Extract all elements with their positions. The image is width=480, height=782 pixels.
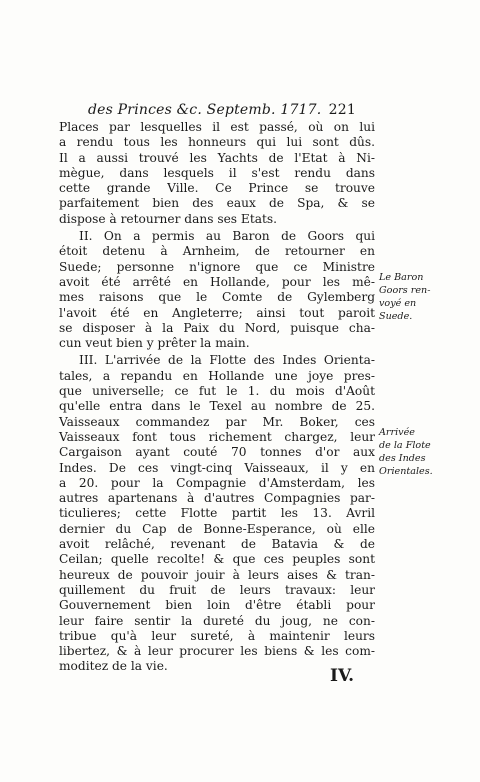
text-line: se disposer à la Paix du Nord, puisque cha- [59, 320, 375, 335]
catchword: IV. [330, 666, 355, 686]
text-line: qu'elle entra dans le Texel au nombre de 25. [59, 399, 375, 414]
text-line: heureux de pouvoir jouir à leurs aises & tran- [59, 567, 375, 582]
text-line: Suede; personne n'ignore que ce Ministre [59, 259, 375, 274]
text-line: dispose à retourner dans ses Etats. [59, 211, 278, 226]
text-line: cun veut bien y prêter la main. [59, 336, 250, 351]
text-line: Ceilan; quelle recolte! & que ces peuples sont [59, 552, 375, 567]
text-line: moditez de la vie. [59, 659, 168, 674]
text-line: avoit relâché, revenant de Batavia & de [59, 537, 375, 552]
text-line: libertez, & à leur procurer les biens & les com- [59, 644, 375, 659]
margin-note-line: Le Baron [379, 272, 424, 283]
margin-note-line: de la Flote [379, 440, 431, 451]
text-line: mes raisons que le Comte de Gylemberg [59, 290, 375, 305]
page-number: 221 [328, 102, 356, 118]
text-line: tales, a repandu en Hollande une joye pres- [59, 368, 375, 383]
margin-note-line: Orientales. [379, 466, 433, 477]
margin-note-baron [379, 271, 430, 323]
text-line: ticulieres; cette Flotte partit les 13. Avril [59, 506, 375, 521]
text-line: avoit été arrêté en Hollande, pour les mê- [59, 274, 375, 289]
text-line: III. L'arrivée de la Flotte des Indes Orienta- [79, 353, 375, 368]
paragraph-2 [59, 229, 375, 351]
paragraph-1 [59, 120, 375, 227]
text-line: Il a aussi trouvé les Yachts de l'Etat à Ni- [59, 150, 375, 165]
text-line: leur faire sentir la dureté du joug, ne con- [59, 613, 375, 628]
margin-note-line: voyé en [379, 298, 417, 309]
paragraph-3 [59, 353, 375, 674]
text-line: a 20. pour la Compagnie d'Amsterdam, les [59, 475, 375, 490]
text-line: parfaitement bien des eaux de Spa, & se [59, 196, 375, 211]
running-title: des Princes &c. Septemb. 1717. [88, 102, 322, 118]
text-line: autres apartenans à d'autres Compagnies par- [59, 491, 375, 506]
text-line: II. On a permis au Baron de Goors qui [79, 229, 375, 244]
margin-note-line: Suede. [379, 311, 413, 322]
margin-note-line: Arrivée [379, 427, 415, 438]
text-line: Vaisseaux commandez par Mr. Boker, ces [59, 414, 375, 429]
text-line: mègue, dans lesquels il s'est rendu dans [59, 165, 375, 180]
text-line: Indes. De ces vingt-cinq Vaisseaux, il y en [59, 460, 375, 475]
text-line: étoit detenu à Arnheim, de retourner en [59, 244, 375, 259]
body-text [59, 120, 375, 675]
text-line: Vaisseaux font tous richement chargez, leur [59, 429, 375, 444]
text-line: que universelle; ce fut le 1. du mois d'Août [59, 384, 375, 399]
text-line: a rendu tous les honneurs qui lui sont dûs. [59, 135, 375, 150]
text-line: tribue qu'à leur sureté, à maintenir leurs [59, 628, 375, 643]
text-line: Cargaison ayant couté 70 tonnes d'or aux [59, 445, 375, 460]
text-line: quillement du fruit de leurs travaux: leur [59, 582, 375, 597]
margin-note-line: des Indes [379, 453, 426, 464]
text-line: Gouvernement bien loin d'être établi pour [59, 598, 375, 613]
text-line: dernier du Cap de Bonne-Esperance, où elle [59, 521, 375, 536]
text-line: cette grande Ville. Ce Prince se trouve [59, 181, 375, 196]
margin-note-flotte [379, 426, 433, 478]
margin-note-line: Goors ren- [379, 285, 431, 296]
page-header [88, 102, 356, 118]
text-line: Places par lesquelles il est passé, où on lui [59, 120, 375, 134]
text-line: l'avoit été en Angleterre; ainsi tout paroit [59, 305, 375, 320]
